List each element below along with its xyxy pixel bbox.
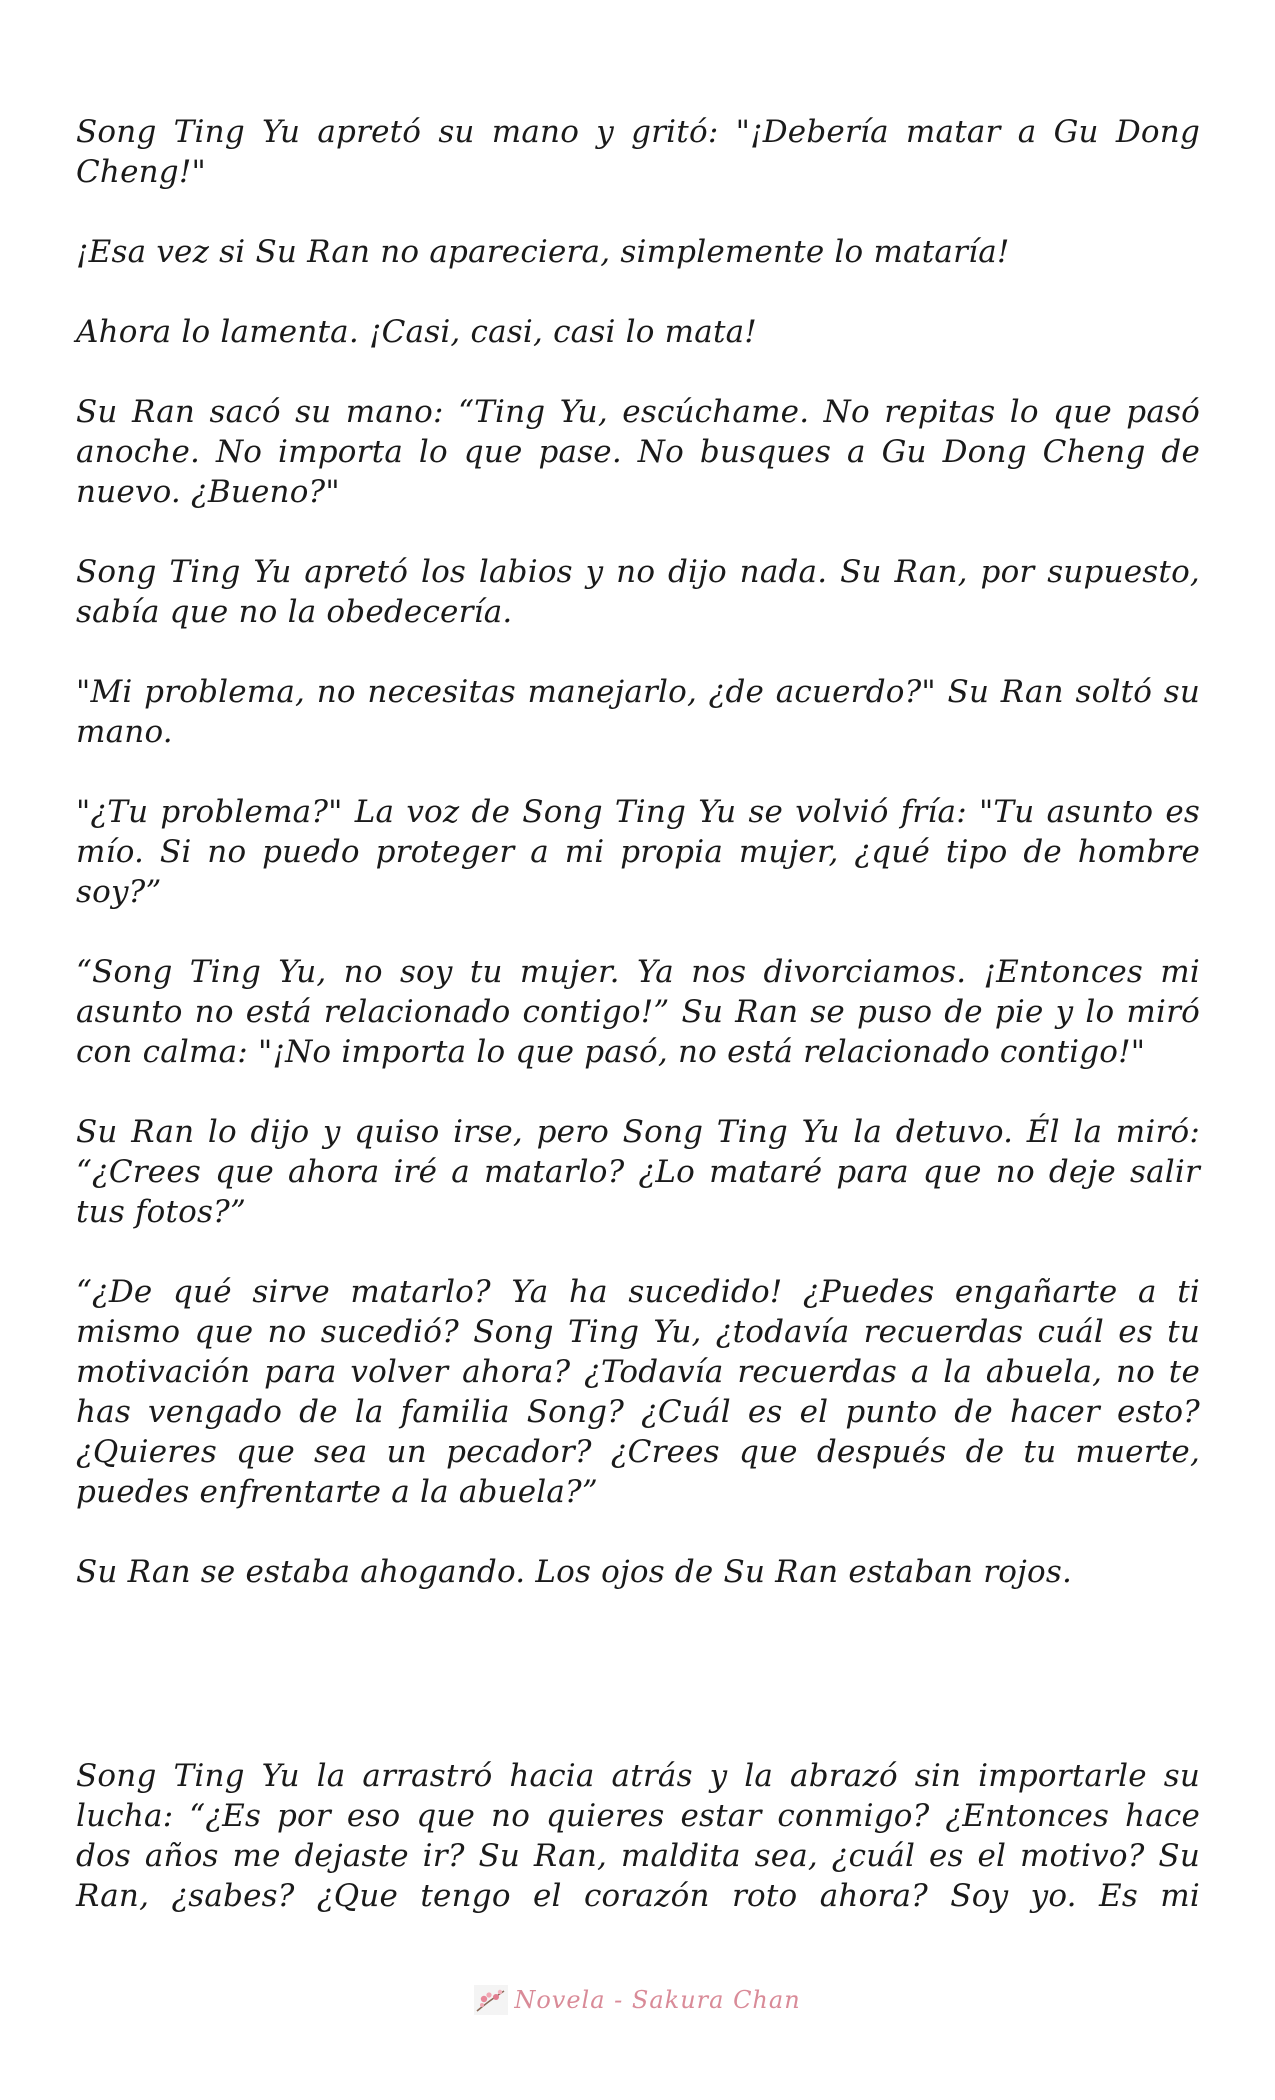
paragraph-9: Su Ran lo dijo y quiso irse, pero Song Ting Yu la detuvo. Él la miró: “¿Crees que ahora iré a matarlo? ¿Lo mataré para que no deje salir tus fotos?” — [76, 1114, 1200, 1230]
watermark-footer — [0, 1985, 1275, 2015]
document-body — [76, 112, 1200, 1956]
paragraph-8: “Song Ting Yu, no soy tu mujer. Ya nos divorciamos. ¡Entonces mi asunto no está relacionado contigo!” Su Ran se puso de pie y lo miró con calma: "¡No importa lo que pasó, no está relacionado contigo!" — [76, 954, 1200, 1070]
paragraph-4: Su Ran sacó su mano: “Ting Yu, escúchame. No repitas lo que pasó anoche. No importa lo que pase. No busques a Gu Dong Cheng de nuevo. ¿Bueno?" — [76, 394, 1200, 510]
cherry-blossom-icon — [474, 1985, 508, 2015]
paragraph-2: ¡Esa vez si Su Ran no apareciera, simplemente lo mataría! — [76, 234, 1010, 270]
paragraph-7: "¿Tu problema?" La voz de Song Ting Yu se volvió fría: "Tu asunto es mío. Si no puedo proteger a mi propia mujer, ¿qué tipo de hombre soy?” — [76, 794, 1200, 910]
paragraph-1: Song Ting Yu apretó su mano y gritó: "¡Debería matar a Gu Dong Cheng!" — [76, 114, 1200, 190]
watermark-text: Novela - Sakura Chan — [514, 1986, 801, 2014]
paragraph-continued: Song Ting Yu la arrastró hacia atrás y la abrazó sin importarle su lucha: “¿Es por eso que no quieres estar conmigo? ¿Entonces hace dos años me dejaste ir? Su Ran, maldita sea, ¿cuál es el motivo? Su Ran, ¿sabes? ¿Que tengo el corazón roto ahora? Soy yo. Es mi — [76, 1758, 1200, 1914]
paragraph-11: Su Ran se estaba ahogando. Los ojos de Su Ran estaban rojos. — [76, 1554, 1072, 1590]
paragraph-6: "Mi problema, no necesitas manejarlo, ¿de acuerdo?" Su Ran soltó su mano. — [76, 674, 1200, 750]
paragraph-5: Song Ting Yu apretó los labios y no dijo nada. Su Ran, por supuesto, sabía que no la obedecería. — [76, 554, 1200, 630]
blank-spacer — [76, 1632, 1200, 1756]
paragraph-3: Ahora lo lamenta. ¡Casi, casi, casi lo mata! — [76, 314, 757, 350]
paragraph-10: “¿De qué sirve matarlo? Ya ha sucedido! ¿Puedes engañarte a ti mismo que no sucedió? Song Ting Yu, ¿todavía recuerdas cuál es tu motivación para volver ahora? ¿Todavía recuerdas a la abuela, no te has vengado de la familia Song? ¿Cuál es el punto de hacer esto? ¿Quieres que sea un pecador? ¿Crees que después de tu muerte, puedes enfrentarte a la abuela?” — [76, 1274, 1200, 1510]
